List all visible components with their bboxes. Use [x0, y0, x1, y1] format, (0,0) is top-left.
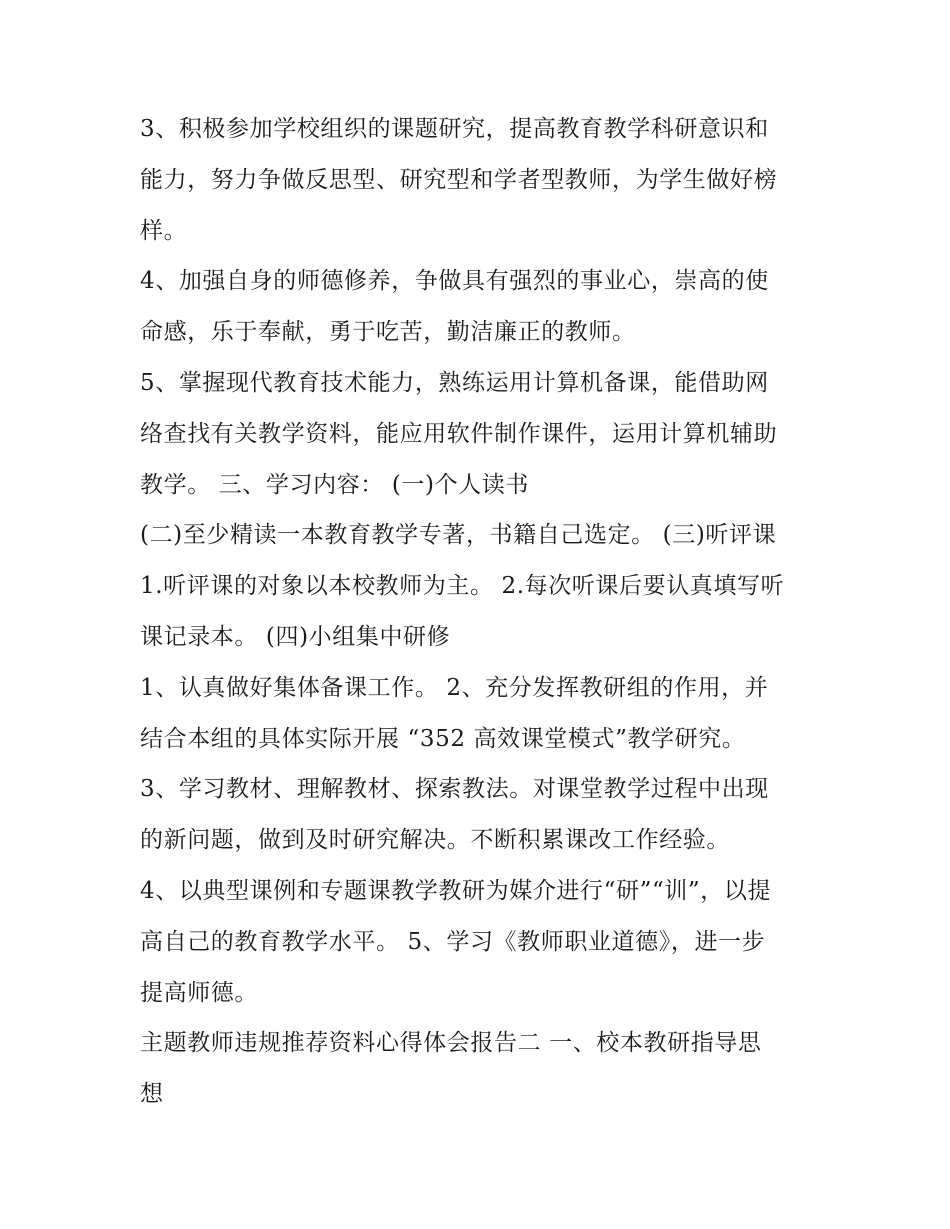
text-line: 提高师德。 — [140, 980, 258, 1006]
text-line: 的新问题，做到及时研究解决。不断积累课改工作经验。 — [140, 827, 730, 853]
text-line: 主题教师违规推荐资料心得体会报告二 一、校本教研指导思 — [140, 1030, 762, 1056]
text-line: 3、学习教材、理解教材、探索教法。对课堂教学过程中出现 — [140, 776, 769, 802]
text-line: (二)至少精读一本教育教学专著，书籍自己选定。 (三)听评课 — [140, 522, 777, 548]
text-line: 教学。 三、学习内容： (一)个人读书 — [140, 472, 529, 498]
text-line: 命感，乐于奉献，勇于吃苦，勤洁廉正的教师。 — [140, 319, 636, 345]
text-line: 课记录本。 (四)小组集中研修 — [140, 624, 451, 650]
text-line: 样。 — [140, 218, 188, 244]
text-line: 高自己的教育教学水平。 5、学习《教师职业道德》，进一步 — [140, 929, 766, 955]
text-line: 4、以典型课例和专题课教学教研为媒介进行“研”“训”，以提 — [140, 878, 772, 904]
text-line: 结合本组的具体实际开展 “352 高效课堂模式”教学研究。 — [140, 726, 746, 752]
text-line: 能力，努力争做反思型、研究型和学者型教师，为学生做好榜 — [140, 167, 778, 193]
text-line: 3、积极参加学校组织的课题研究，提高教育教学科研意识和 — [140, 116, 769, 142]
text-line: 4、加强自身的师德修养，争做具有强烈的事业心，崇高的使 — [140, 268, 769, 294]
text-line: 1、认真做好集体备课工作。 2、充分发挥教研组的作用，并 — [140, 675, 769, 701]
text-line: 想 — [140, 1081, 164, 1107]
text-line: 络查找有关教学资料，能应用软件制作课件，运用计算机辅助 — [140, 421, 778, 447]
text-line: 1.听评课的对象以本校教师为主。 2.每次听课后要认真填写听 — [140, 573, 785, 599]
text-line: 5、掌握现代教育技术能力，熟练运用计算机备课，能借助网 — [140, 370, 769, 396]
